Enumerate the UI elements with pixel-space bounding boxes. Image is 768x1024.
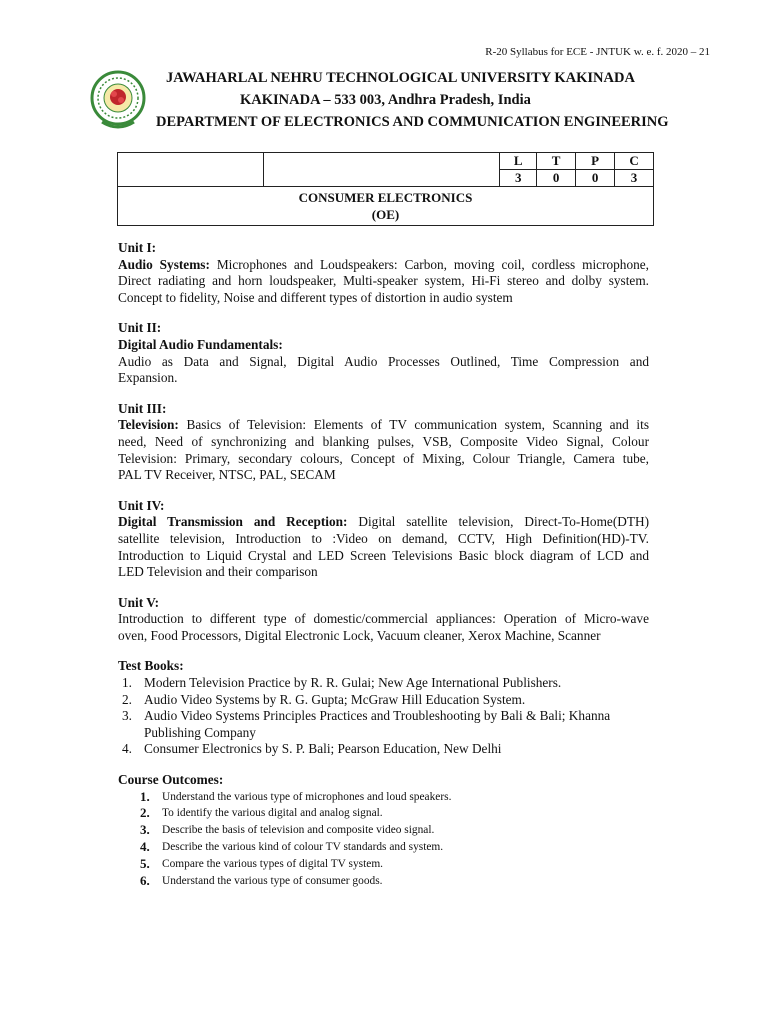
list-item (118, 741, 649, 758)
list-text: Compare the various types of digital TV system. (162, 857, 384, 870)
list-number: 2. (122, 691, 132, 707)
course-outcomes-heading: Course Outcomes: (118, 772, 224, 788)
syllabus-body (118, 240, 649, 903)
list-number: 2. (140, 805, 150, 821)
credit-value-c: 3 (615, 170, 654, 187)
list-item (118, 789, 649, 806)
course-outcomes-section (118, 772, 649, 889)
list-item (118, 805, 649, 822)
list-number: 1. (140, 788, 150, 804)
unit-line: Television: Primary, secondary colours, Concept of Mixing, Colour Triangle, Camera tube, (118, 450, 649, 466)
text-books-list (118, 675, 649, 758)
credit-header-p: P (576, 153, 615, 170)
university-logo-icon (90, 70, 146, 132)
list-number: 1. (122, 675, 132, 691)
unit-line: oven, Food Processors, Digital Electronic Lock, Vacuum cleaner, Xerox Machine, Scanner (118, 627, 601, 643)
unit-line: LED Television and their comparison (118, 564, 318, 580)
unit-line: Introduction to Liquid Crystal and LED Screen Televisions Basic block diagram of LCD and (118, 547, 649, 563)
unit-line: satellite television, Introduction to :Video on demand, CCTV, High Definition(HD)-TV. (118, 530, 649, 546)
course-outcomes-list (118, 789, 649, 890)
credit-header-c: C (615, 153, 654, 170)
list-text: Modern Television Practice by R. R. Gulai; New Age International Publishers. (144, 675, 562, 691)
list-text: Consumer Electronics by S. P. Bali; Pearson Education, New Delhi (144, 741, 502, 757)
unit-label: Unit III: (118, 400, 167, 416)
unit-line: Expansion. (118, 370, 178, 386)
unit-topic: Television: (118, 417, 179, 433)
list-item (118, 839, 649, 856)
unit-topic: Audio Systems: (118, 256, 210, 272)
list-item (118, 873, 649, 890)
unit-line: Direct radiating and horn loudspeaker, Multi-speaker system, Hi-Fi stereo and dolby system. (118, 273, 649, 289)
list-number: 4. (140, 839, 150, 855)
unit-section (118, 240, 649, 306)
unit-line (118, 417, 649, 434)
unit-label: Unit I: (118, 240, 157, 255)
list-text: Understand the various type of microphones and loud speakers. (162, 790, 452, 803)
text-books-heading: Test Books: (118, 658, 184, 674)
unit-line: PAL TV Receiver, NTSC, PAL, SECAM (118, 467, 336, 483)
list-item (118, 708, 649, 741)
list-text: Audio Video Systems by R. G. Gupta; McGraw Hill Education System. (144, 691, 526, 707)
unit-topic: Digital Audio Fundamentals: (118, 336, 283, 352)
unit-section (118, 320, 649, 386)
list-item (118, 692, 649, 709)
list-item (118, 822, 649, 839)
credit-header-l: L (500, 153, 537, 170)
unit-section (118, 595, 649, 645)
credit-value-t: 0 (537, 170, 576, 187)
unit-label: Unit IV: (118, 497, 165, 513)
empty-cell (118, 153, 264, 187)
unit-line: Concept to fidelity, Noise and different types of distortion in audio system (118, 289, 513, 305)
unit-line: Introduction to different type of domestic/commercial appliances: Operation of Micro-wave (118, 611, 649, 627)
course-title-cell (118, 187, 654, 226)
empty-cell (263, 153, 500, 187)
unit-section (118, 401, 649, 484)
list-text: To identify the various digital and analog signal. (162, 807, 383, 820)
unit-text: Basics of Television: Elements of TV communication system, Scanning and its (178, 417, 649, 433)
unit-topic: Digital Transmission and Reception: (118, 514, 348, 530)
list-number: 3. (122, 708, 132, 724)
university-address: KAKINADA – 533 003, Andhra Pradesh, India (240, 92, 531, 108)
unit-text: Digital satellite television, Direct-To-Home(DTH) (347, 514, 649, 530)
course-title: CONSUMER ELECTRONICS (298, 190, 473, 205)
course-type: (OE) (371, 207, 400, 222)
list-text: Describe the various kind of colour TV standards and system. (162, 841, 444, 854)
unit-section (118, 498, 649, 581)
list-text: Audio Video Systems Principles Practices and Troubleshooting by Bali & Bali; Khanna Publishing Company (144, 708, 611, 740)
unit-text: Microphones and Loudspeakers: Carbon, moving coil, cordless microphone, (209, 256, 649, 272)
department-name: DEPARTMENT OF ELECTRONICS AND COMMUNICATION ENGINEERING (156, 114, 669, 130)
list-number: 3. (140, 822, 150, 838)
unit-line: need, Need of synchronizing and blanking pulses, VSB, Composite Video Signal, Colour (118, 433, 649, 449)
credit-value-p: 0 (576, 170, 615, 187)
list-number: 5. (140, 855, 150, 871)
list-number: 4. (122, 741, 132, 757)
credit-header-t: T (537, 153, 576, 170)
university-name: JAWAHARLAL NEHRU TECHNOLOGICAL UNIVERSITY KAKINADA (166, 70, 635, 86)
course-credit-table (117, 152, 654, 226)
text-books-section (118, 658, 649, 758)
unit-line: Audio as Data and Signal, Digital Audio Processes Outlined, Time Compression and (118, 353, 649, 369)
list-text: Describe the basis of television and composite video signal. (162, 824, 435, 837)
unit-label: Unit II: (118, 320, 162, 336)
list-number: 6. (140, 872, 150, 888)
unit-line (118, 257, 649, 274)
credit-value-l: 3 (500, 170, 537, 187)
unit-line (118, 514, 649, 531)
list-text: Understand the various type of consumer goods. (162, 874, 383, 887)
list-item (118, 856, 649, 873)
unit-label: Unit V: (118, 594, 160, 610)
list-item (118, 675, 649, 692)
page-running-header: R-20 Syllabus for ECE - JNTUK w. e. f. 2020 – 21 (485, 46, 710, 58)
